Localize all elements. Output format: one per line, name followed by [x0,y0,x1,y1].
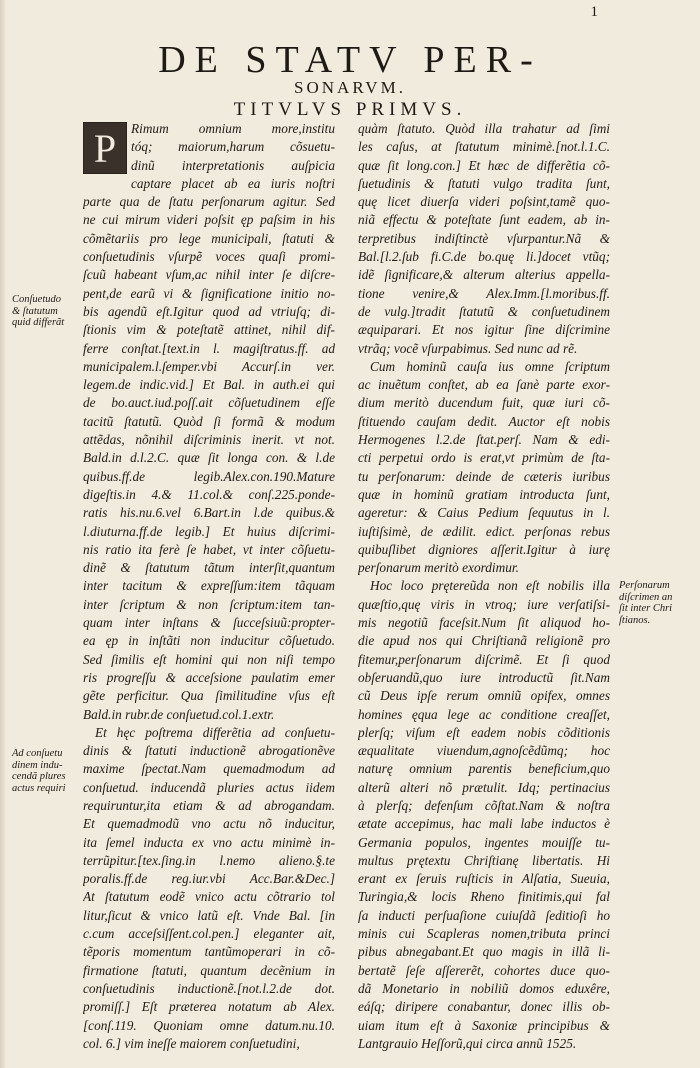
text-line: ſcuũ habeant vſum,ac nihil inter ſe diſcre- [83,267,335,283]
text-line: quibus.ff.de legib.Alex.con.190.Mature [83,468,335,484]
text-line: Bal.[l.2.ſub fi.C.de bo.quę li.]docet vtũq; [358,249,610,265]
text-line: tu perſonarum: deinde de cæteris iuribus [358,468,610,484]
text-line: æqualitate viuendum,agnoſcẽdũmq; hoc [358,743,610,759]
text-line: die apud nos qui Chriſtianã religionẽ pro [358,633,610,649]
text-line: Sed ſimilis eſt homini qui non niſi tempo [83,651,335,667]
margin-note-line: ſtianos. [619,614,651,626]
text-line: Hermogenes l.2.de ſtat.perſ. Nam & edi- [358,432,610,448]
text-line: à plerſq; defenſum cõſtat.Nam & noſtra [358,797,610,813]
text-line: ne cui mirum videri poſsit ęp paſsim in his [83,212,335,228]
text-line: ageretur: & Caius Pedium ſequutus in l. [358,505,610,521]
text-line: pibus abnegabant.Et quo magis in illã li- [358,944,610,960]
text-line: ferre conſtat.[text.in l. magiſtratus.ff. ad [83,340,335,356]
text-line: captare placet ab ea iuris noſtri [131,175,335,191]
margin-note-line: diſcrimen an [619,591,673,603]
text-line: Et quemadmodũ vno actu nõ inducitur, [83,816,335,832]
text-line: dium meritò ducendum fuit, quæ iuri cõ- [358,395,610,411]
left-text-column [83,120,335,1053]
text-line: tacitũ ſtatutũ. Quòd ſi formã & modum [83,413,335,429]
margin-note-line: Perſonarum [619,580,670,591]
text-line: multus prętextu Chriſtianę libertatis. Hi [358,852,610,868]
page-edge-shadow [0,0,6,1068]
text-line: ita ſemel inducta ex vno actu minimè in- [83,834,335,850]
text-line: Cum hominũ cauſa ius omne ſcriptum [370,358,610,374]
text-line: quam inter inſtans & ſucceſsiuũ:propter- [83,615,335,631]
text-line: Hoc loco prętereũda non eſt nobilis illa [370,578,610,594]
text-line: homines ęqua lege ac conditione creaſſet, [358,706,610,722]
text-line: bertatẽ ſeſe aſſererẽt, cohortes duce quo- [358,962,610,978]
text-line: vtrãq; vocẽ vſurpabimus. Sed nunc ad rẽ. [358,340,578,356]
chapter-title: DE STATV PER- [158,39,542,81]
drop-cap-lines [131,120,335,193]
text-line: Turingia,& locis Rheno finitimis,qui fal [358,889,610,905]
text-line: ratis his.nu.6.vel 6.Bart.in l.de quibus.& [83,505,335,521]
text-line: ac inuẽtum conſtet, ab ea ſanè parte exor- [358,377,610,393]
text-line: cũ Deus ipſe rerum omniũ opifex, omnes [358,688,610,704]
text-line: plerſq; viſum eſt eadem nobis cõditionis [358,724,610,740]
page-number: 1 [590,4,598,20]
text-line: conſuetudinis vſurpẽ voces quaſi promi- [83,249,335,265]
margin-note-line: Conſuetudo [12,294,61,305]
text-line: mis negotiũ faceſsit.Num ſit aliquod ho- [358,615,610,631]
left-paragraph-2 [83,724,335,1053]
text-line: pent,de earũ vi & ſignificatione initio no- [83,285,335,301]
text-line: de vulg.]tradit ſtatutũ & conſuetudinem [358,303,610,319]
opening-paragraph [83,120,335,193]
text-line: firmatione ſtatuti, quantum decẽnium in [83,962,335,978]
text-line: Bald.in rubr.de conſuetud.col.1.extr. [83,706,275,722]
right-paragraph-3 [358,577,610,1053]
margin-note-personarum [619,580,672,626]
margin-note-line: & ſtatutum [12,305,58,317]
text-line: inter ſcriptum & non ſcriptum:item tan- [83,596,335,612]
left-paragraph-1 [83,193,335,724]
text-line: cõmẽtariis pro lege municipali, ſtatuti & [83,230,335,246]
text-line: de bo.auct.iud.poſſ.ait cõſuetudinem eſſe [83,395,335,411]
text-line: dinũ interpretationis auſpicia [131,157,335,173]
text-line: l.diuturna.ff.de legib.] Et huius diſcrimi- [83,523,335,539]
text-line: obſeruandũ,quo iure introductũ ſit.Nam [358,669,610,685]
text-line: nis ratio ita ferè ſe habet, vt inter cõſuetu- [83,541,335,557]
text-line: legem.de indic.vid.] Et Bal. in auth.ei qui [83,377,335,393]
text-line: promiſſ.] Eſt præterea notatum ab Alex. [83,999,335,1015]
text-line: ſtituendo cauſam dedit. Auctor eſt nobis [358,413,610,429]
margin-note-line: quid differãt [12,317,65,328]
margin-note-line: cendã plures [12,771,66,782]
text-line: municipalem.l.ſemper.vbi Accurſ.in ver. [83,358,335,374]
margin-note-consuetudo [12,294,64,329]
text-line: perſonarum meritò exordimur. [358,560,519,576]
section-heading: TITVLVS PRIMVS. [233,99,467,120]
text-line: poralis.ff.de reg.iur.vbi Acc.Bar.&Dec.] [83,871,335,887]
text-line: tẽporis momentum tantũmoperari in cõ- [83,944,335,960]
text-line: digeſtis.in 4.& 11.col.& conſ.225.ponde- [83,486,335,502]
text-line: idẽ ſignificare,& alterum alterius appella- [358,267,610,283]
text-line: tione venire,& Alex.Imm.[l.moribus.ff. [358,285,610,301]
margin-note-line: dinem indu- [12,759,63,771]
text-line: niã effectu & poteſtate ſunt eadem, ab in- [358,212,610,228]
text-line: quæſtio,quę viris in vtroq; iure verſatiſsi- [358,596,610,612]
text-line: gẽte perficitur. Qua ſimilitudine vſus eſt [83,688,335,704]
text-line: attẽdas, nõnihil diſcriminis inerit. vt not. [83,432,335,448]
text-line: quę licet diuerſa videri poſsint,tamẽ quo- [358,194,610,210]
text-line: ea ęp in inſtãti non inducitur cõſuetudo. [83,633,335,649]
text-line: inter tacitum & expreſſum:item tãquam [83,578,335,594]
text-line: ſa inducti perſuaſione cuiuſdã ſeditioſi ho [358,907,610,923]
text-line: fitemur,perſonarum diſcrimẽ. Et ſi quod [358,651,610,667]
right-text-column [358,120,610,1053]
right-paragraph-2 [358,358,610,578]
text-line: erant ex ſeruis ruſticis in Alſatia, Sueuia, [358,871,610,887]
text-line: les caſus, at ſtatutum minimè.[not.l.1.C. [358,139,610,155]
margin-note-ad-consuetudinem [12,748,66,794]
text-line: At ſtatutum eodẽ vnico actu cõtrario tol [83,889,335,905]
text-line: conſuetudinis inductionẽ.[not.l.2.de dot. [83,980,335,996]
text-line: parte qua de ſtatu perſonarum agitur. Sed [83,194,335,210]
text-line: eáſq; diripere conabantur, donec illis ob- [358,999,610,1015]
text-line: Bald.in d.l.2.C. quæ ſit longa con. & l.de [83,450,335,466]
text-line: dinis & ſtatuti inductionẽ abrogationẽve [83,743,335,759]
text-line: dinẽ & ſtatutum tãtum interſit,quantum [83,560,335,576]
text-line: requiruntur,ita etiam & ad abrogandam. [83,797,335,813]
text-line: Rimum omnium more,institu [131,121,335,136]
text-line: tóq; maiorum,harum cõsuetu- [131,139,335,155]
text-line: æquiparari. Et nos igitur ſine diſcrimine [358,322,610,338]
text-line: [conſ.119. Quoniam omne datum.nu.10. [83,1017,335,1033]
text-line: uiam itum eſt à Saxoniæ principibus & [358,1017,610,1033]
text-line: litur,ſicut & vnico latũ eſt. Vnde Bal. [in [83,907,335,923]
margin-note-line: ſit inter Chri [619,603,673,614]
text-line: quæ ſit long.con.] Et hæc de differẽtia cõ- [358,157,610,173]
text-line: dã Monetario in nobiliũ domos eduxêre, [358,980,610,996]
text-line: maxime ſpectat.Nam quemadmodum ad [83,761,335,777]
text-line: quæ in hominũ gratiam introducta ſunt, [358,486,610,502]
text-line: ætate accepimus, hac mali labe inductos è [358,816,610,832]
text-line: alterũ alteri nõ prætulit. Idq; pertinacius [358,779,610,795]
text-line: col. 6.] vim ineſſe maiorem conſuetudini, [83,1035,300,1051]
right-paragraph-1 [358,120,610,358]
text-line: bis agendũ eſt.Igitur quod ad vtriuſq; di- [83,303,335,319]
text-line: terrũpitur.[tex.ſing.in l.nemo alieno.§.te [83,852,335,868]
margin-note-line: Ad conſuetu [12,748,63,759]
text-line: cti perpetui ordo is erat,vt primùm de ſta- [358,450,610,466]
text-line: iuſtiſsimè, de ædilit. edict. perſonas rebus [358,523,610,539]
text-line: quibuſlibet digniores aſſerit.Igitur à iurę [358,541,610,557]
text-line: Lantgrauio Heſſorũ,qui circa annũ 1525. [358,1035,577,1051]
text-line: conſuetud. inducendã pluries actus iidem [83,779,335,795]
text-line: ris progreſſu & acceſsione paulatim emer [83,669,335,685]
text-line: quàm ſtatuto. Quòd illa trahatur ad ſimi [358,121,610,136]
text-line: ſuetudinis & ſtatuti vulgo tradita ſunt, [358,175,610,191]
text-line: Et hęc poſtrema differẽtia ad conſuetu- [95,724,335,740]
text-line: ſtionis vim & poteſtatẽ attinet, nihil dif- [83,322,335,338]
text-line: naturę omnium parentis beneficium,quo [358,761,610,777]
text-line: minis cui Scapleras nomen,tributa princi [358,926,610,942]
chapter-subtitle: SONARVM. [294,78,406,97]
text-line: c.cum acceſsiſſent.col.pen.] eleganter ait, [83,926,335,942]
margin-note-line: actus requiri [12,782,66,794]
drop-cap-initial: P [83,122,127,174]
text-line: Germania populos, ingentes mouiſſe tu- [358,834,610,850]
text-line: terpretibus indiſtinctè vſurpantur.Nã & [358,230,610,246]
